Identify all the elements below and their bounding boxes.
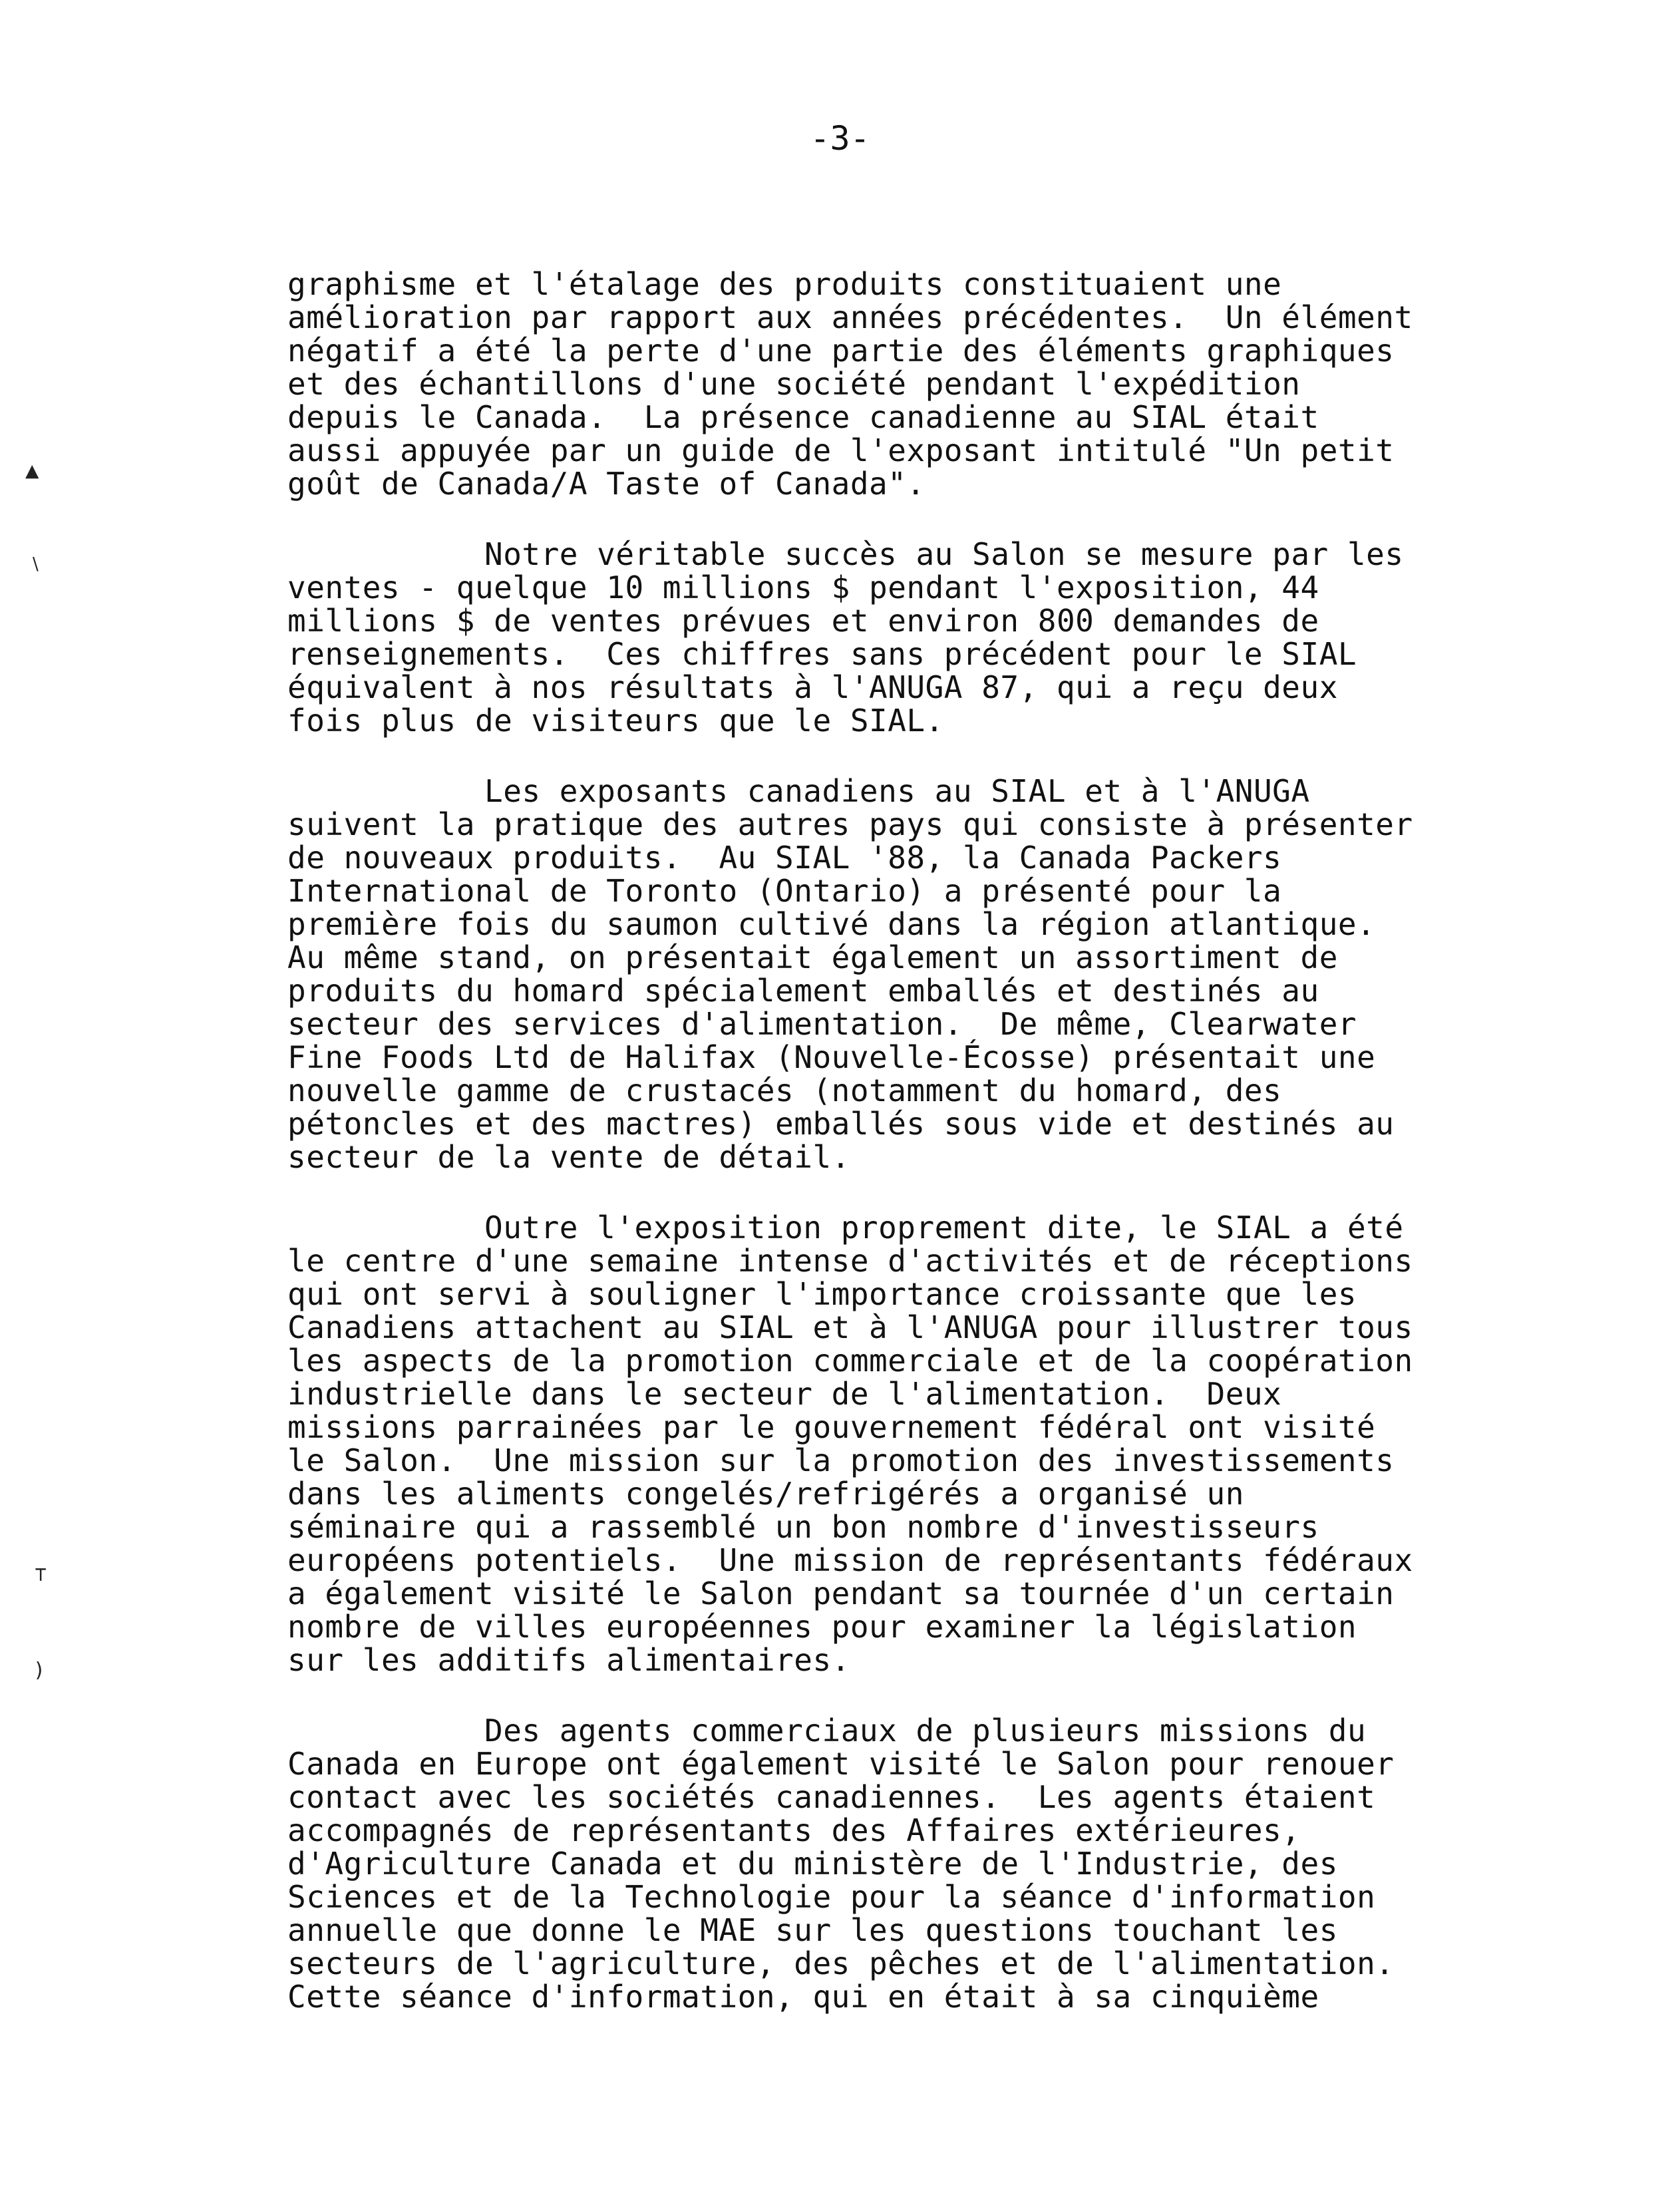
page-number: -3- [810,119,870,158]
text-line: Au même stand, on présentait également un assortiment de [287,939,1338,975]
text-line: Canadiens attachent au SIAL et à l'ANUGA pour illustrer tous [287,1309,1413,1345]
text-line: suivent la pratique des autres pays qui consiste à présenter [287,806,1413,842]
text-line: produits du homard spécialement emballés et destinés au [287,973,1319,1009]
paragraph [287,1714,1538,2013]
text-line: millions $ de ventes prévues et environ 800 demandes de [287,603,1319,639]
text-line: missions parrainées par le gouvernement fédéral ont visité [287,1409,1376,1445]
text-line: Les exposants canadiens au SIAL et à l'ANUGA [484,773,1310,809]
text-line: Cette séance d'information, qui en était à sa cinquième [287,1979,1319,2015]
text-line: a également visité le Salon pendant sa tournée d'un certain [287,1576,1395,1611]
text-line: Canada en Europe ont également visité le Salon pour renouer [287,1746,1395,1782]
text-line: fois plus de visiteurs que le SIAL. [287,703,944,739]
scan-mark: ) [33,1659,46,1682]
text-line: équivalent à nos résultats à l'ANUGA 87, qui a reçu deux [287,669,1338,705]
text-line: première fois du saumon cultivé dans la région atlantique. [287,906,1376,942]
text-line: Outre l'exposition proprement dite, le SIAL a été [484,1210,1404,1246]
text-line: secteur des services d'alimentation. De même, Clearwater [287,1006,1357,1042]
scan-mark: ∖ [29,555,41,575]
text-line: renseignements. Ces chiffres sans précédent pour le SIAL [287,636,1357,672]
text-line: graphisme et l'étalage des produits constituaient une [287,266,1282,302]
text-line: et des échantillons d'une société pendant l'expédition [287,366,1301,402]
text-line: Fine Foods Ltd de Halifax (Nouvelle-Écosse) présentait une [287,1039,1376,1075]
text-line: d'Agriculture Canada et du ministère de l'Industrie, des [287,1846,1338,1882]
text-line: le Salon. Une mission sur la promotion des investissements [287,1442,1395,1478]
text-line: amélioration par rapport aux années précédentes. Un élément [287,299,1413,335]
scan-mark: ▲ [25,457,39,484]
text-line: depuis le Canada. La présence canadienne au SIAL était [287,399,1319,435]
text-line: négatif a été la perte d'une partie des éléments graphiques [287,333,1395,369]
text-line: annuelle que donne le MAE sur les questions touchant les [287,1912,1338,1948]
text-line: européens potentiels. Une mission de représentants fédéraux [287,1542,1413,1578]
text-line: goût de Canada/A Taste of Canada". [287,466,925,502]
text-line: le centre d'une semaine intense d'activités et de réceptions [287,1243,1413,1279]
text-line: les aspects de la promotion commerciale et de la coopération [287,1343,1413,1379]
text-line: secteurs de l'agriculture, des pêches et de l'alimentation. [287,1945,1395,1981]
text-line: dans les aliments congelés/refrigérés a organisé un [287,1476,1244,1512]
text-line: secteur de la vente de détail. [287,1139,850,1175]
text-line: ventes - quelque 10 millions $ pendant l'exposition, 44 [287,570,1319,605]
scan-mark: ⊤ [35,1563,47,1586]
text-line: séminaire qui a rassemblé un bon nombre d'investisseurs [287,1509,1319,1545]
text-line: Des agents commerciaux de plusieurs missions du [484,1713,1367,1749]
paragraph [287,538,1538,737]
document-body [287,267,1538,2051]
text-line: qui ont servi à souligner l'importance croissante que les [287,1276,1357,1312]
text-line: Notre véritable succès au Salon se mesure par les [484,536,1404,572]
text-line: accompagnés de représentants des Affaires extérieures, [287,1812,1301,1848]
text-line: contact avec les sociétés canadiennes. Les agents étaient [287,1779,1376,1815]
text-line: nouvelle gamme de crustacés (notamment du homard, des [287,1073,1282,1108]
text-line: de nouveaux produits. Au SIAL '88, la Canada Packers [287,840,1282,876]
text-line: pétoncles et des mactres) emballés sous vide et destinés au [287,1106,1395,1142]
paragraph [287,267,1538,500]
paragraph [287,774,1538,1174]
text-line: industrielle dans le secteur de l'alimentation. Deux [287,1376,1282,1412]
paragraph [287,1211,1538,1677]
text-line: Sciences et de la Technologie pour la séance d'information [287,1879,1376,1915]
text-line: aussi appuyée par un guide de l'exposant intitulé "Un petit [287,432,1395,468]
text-line: nombre de villes européennes pour examiner la législation [287,1609,1357,1645]
text-line: International de Toronto (Ontario) a présenté pour la [287,873,1282,909]
text-line: sur les additifs alimentaires. [287,1642,850,1678]
